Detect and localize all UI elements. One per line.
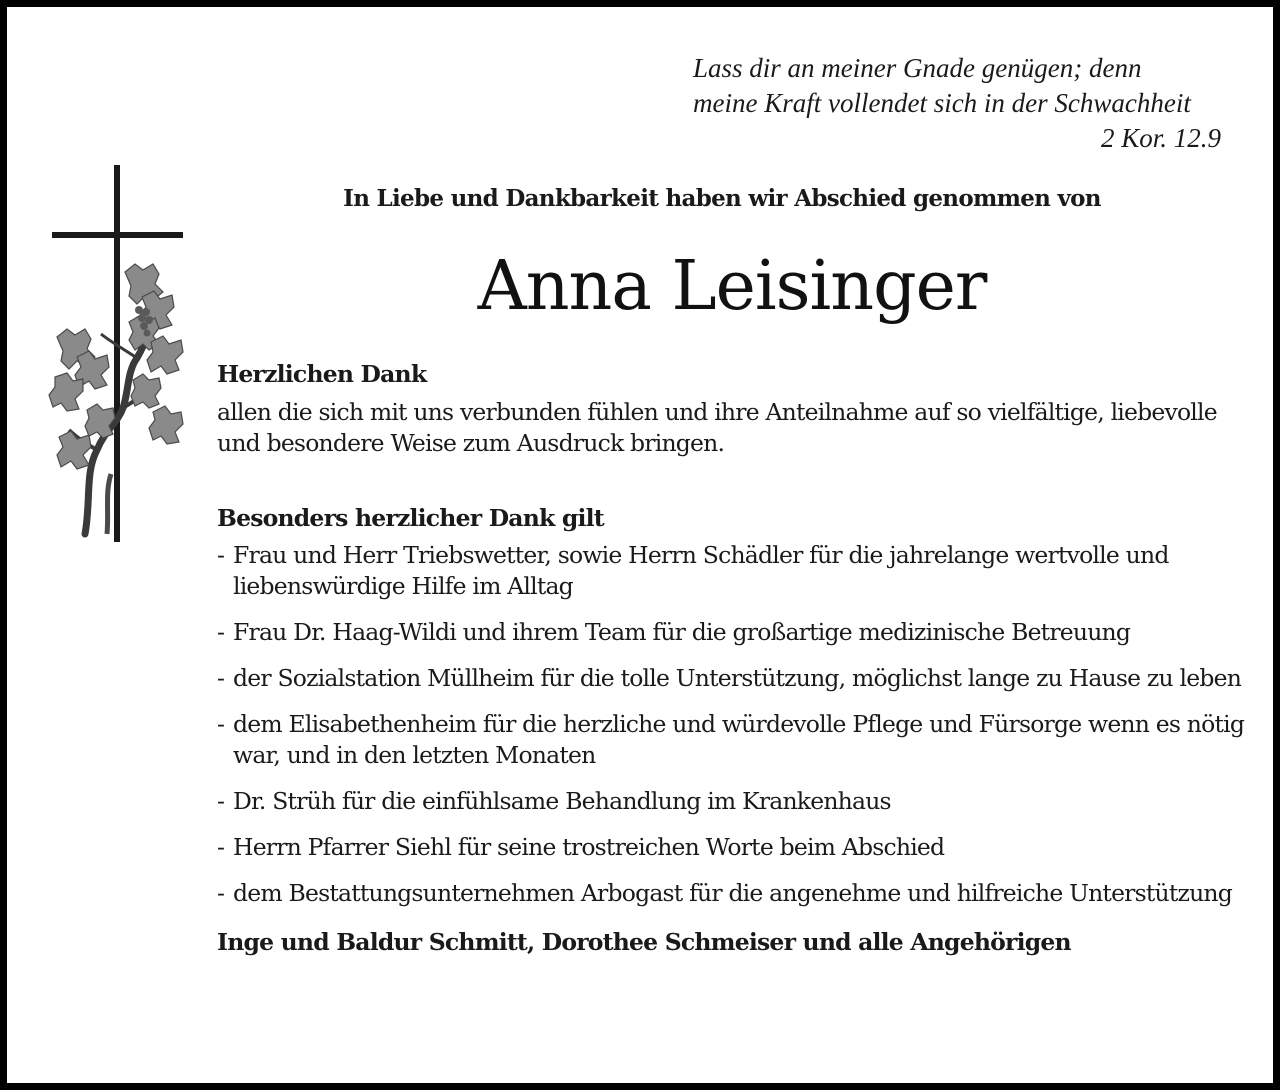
thanks-text: allen die sich mit uns verbunden fühlen und ihre Anteilnahme auf so vielfältige, liebevolle und besondere Weise zum Ausdruck bringen.: [217, 398, 1217, 457]
bible-verse: [693, 51, 1233, 156]
verse-line-2: meine Kraft vollendet sich in der Schwachheit: [693, 88, 1191, 118]
list-item: - Frau Dr. Haag-Wildi und ihrem Team für die großartige medizinische Betreuung: [217, 617, 1247, 648]
intro-line: In Liebe und Dankbarkeit haben wir Abschied genommen von: [343, 185, 1101, 212]
verse-reference: 2 Kor. 12.9: [1100, 123, 1221, 153]
deceased-name: Anna Leisinger: [477, 247, 987, 326]
list-item: - der Sozialstation Müllheim für die tolle Unterstützung, möglichst lange zu Hause zu leben: [217, 663, 1247, 694]
list-item: - dem Bestattungsunternehmen Arbogast für die angenehme und hilfreiche Unterstützung: [217, 878, 1247, 909]
thanks-heading: Herzlichen Dank: [217, 360, 427, 388]
special-thanks-heading: Besonders herzlicher Dank gilt: [217, 504, 604, 532]
cross-with-grapevine-icon: [47, 162, 187, 547]
list-item: - Dr. Strüh für die einfühlsame Behandlung im Krankenhaus: [217, 786, 1247, 817]
list-item: - dem Elisabethenheim für die herzliche und würdevolle Pflege und Fürsorge wenn es nötig war, und in den letzten Monaten: [217, 709, 1247, 771]
special-thanks-list: [217, 540, 1247, 909]
signature-line: Inge und Baldur Schmitt, Dorothee Schmeiser und alle Angehörigen: [217, 928, 1071, 956]
list-item: - Herrn Pfarrer Siehl für seine trostreichen Worte beim Abschied: [217, 832, 1247, 863]
thanks-section: [217, 359, 1247, 958]
verse-line-1: Lass dir an meiner Gnade genügen; denn: [693, 53, 1142, 83]
list-item: - Frau und Herr Triebswetter, sowie Herrn Schädler für die jahrelange wertvolle und liebenswürdige Hilfe im Alltag: [217, 540, 1247, 602]
